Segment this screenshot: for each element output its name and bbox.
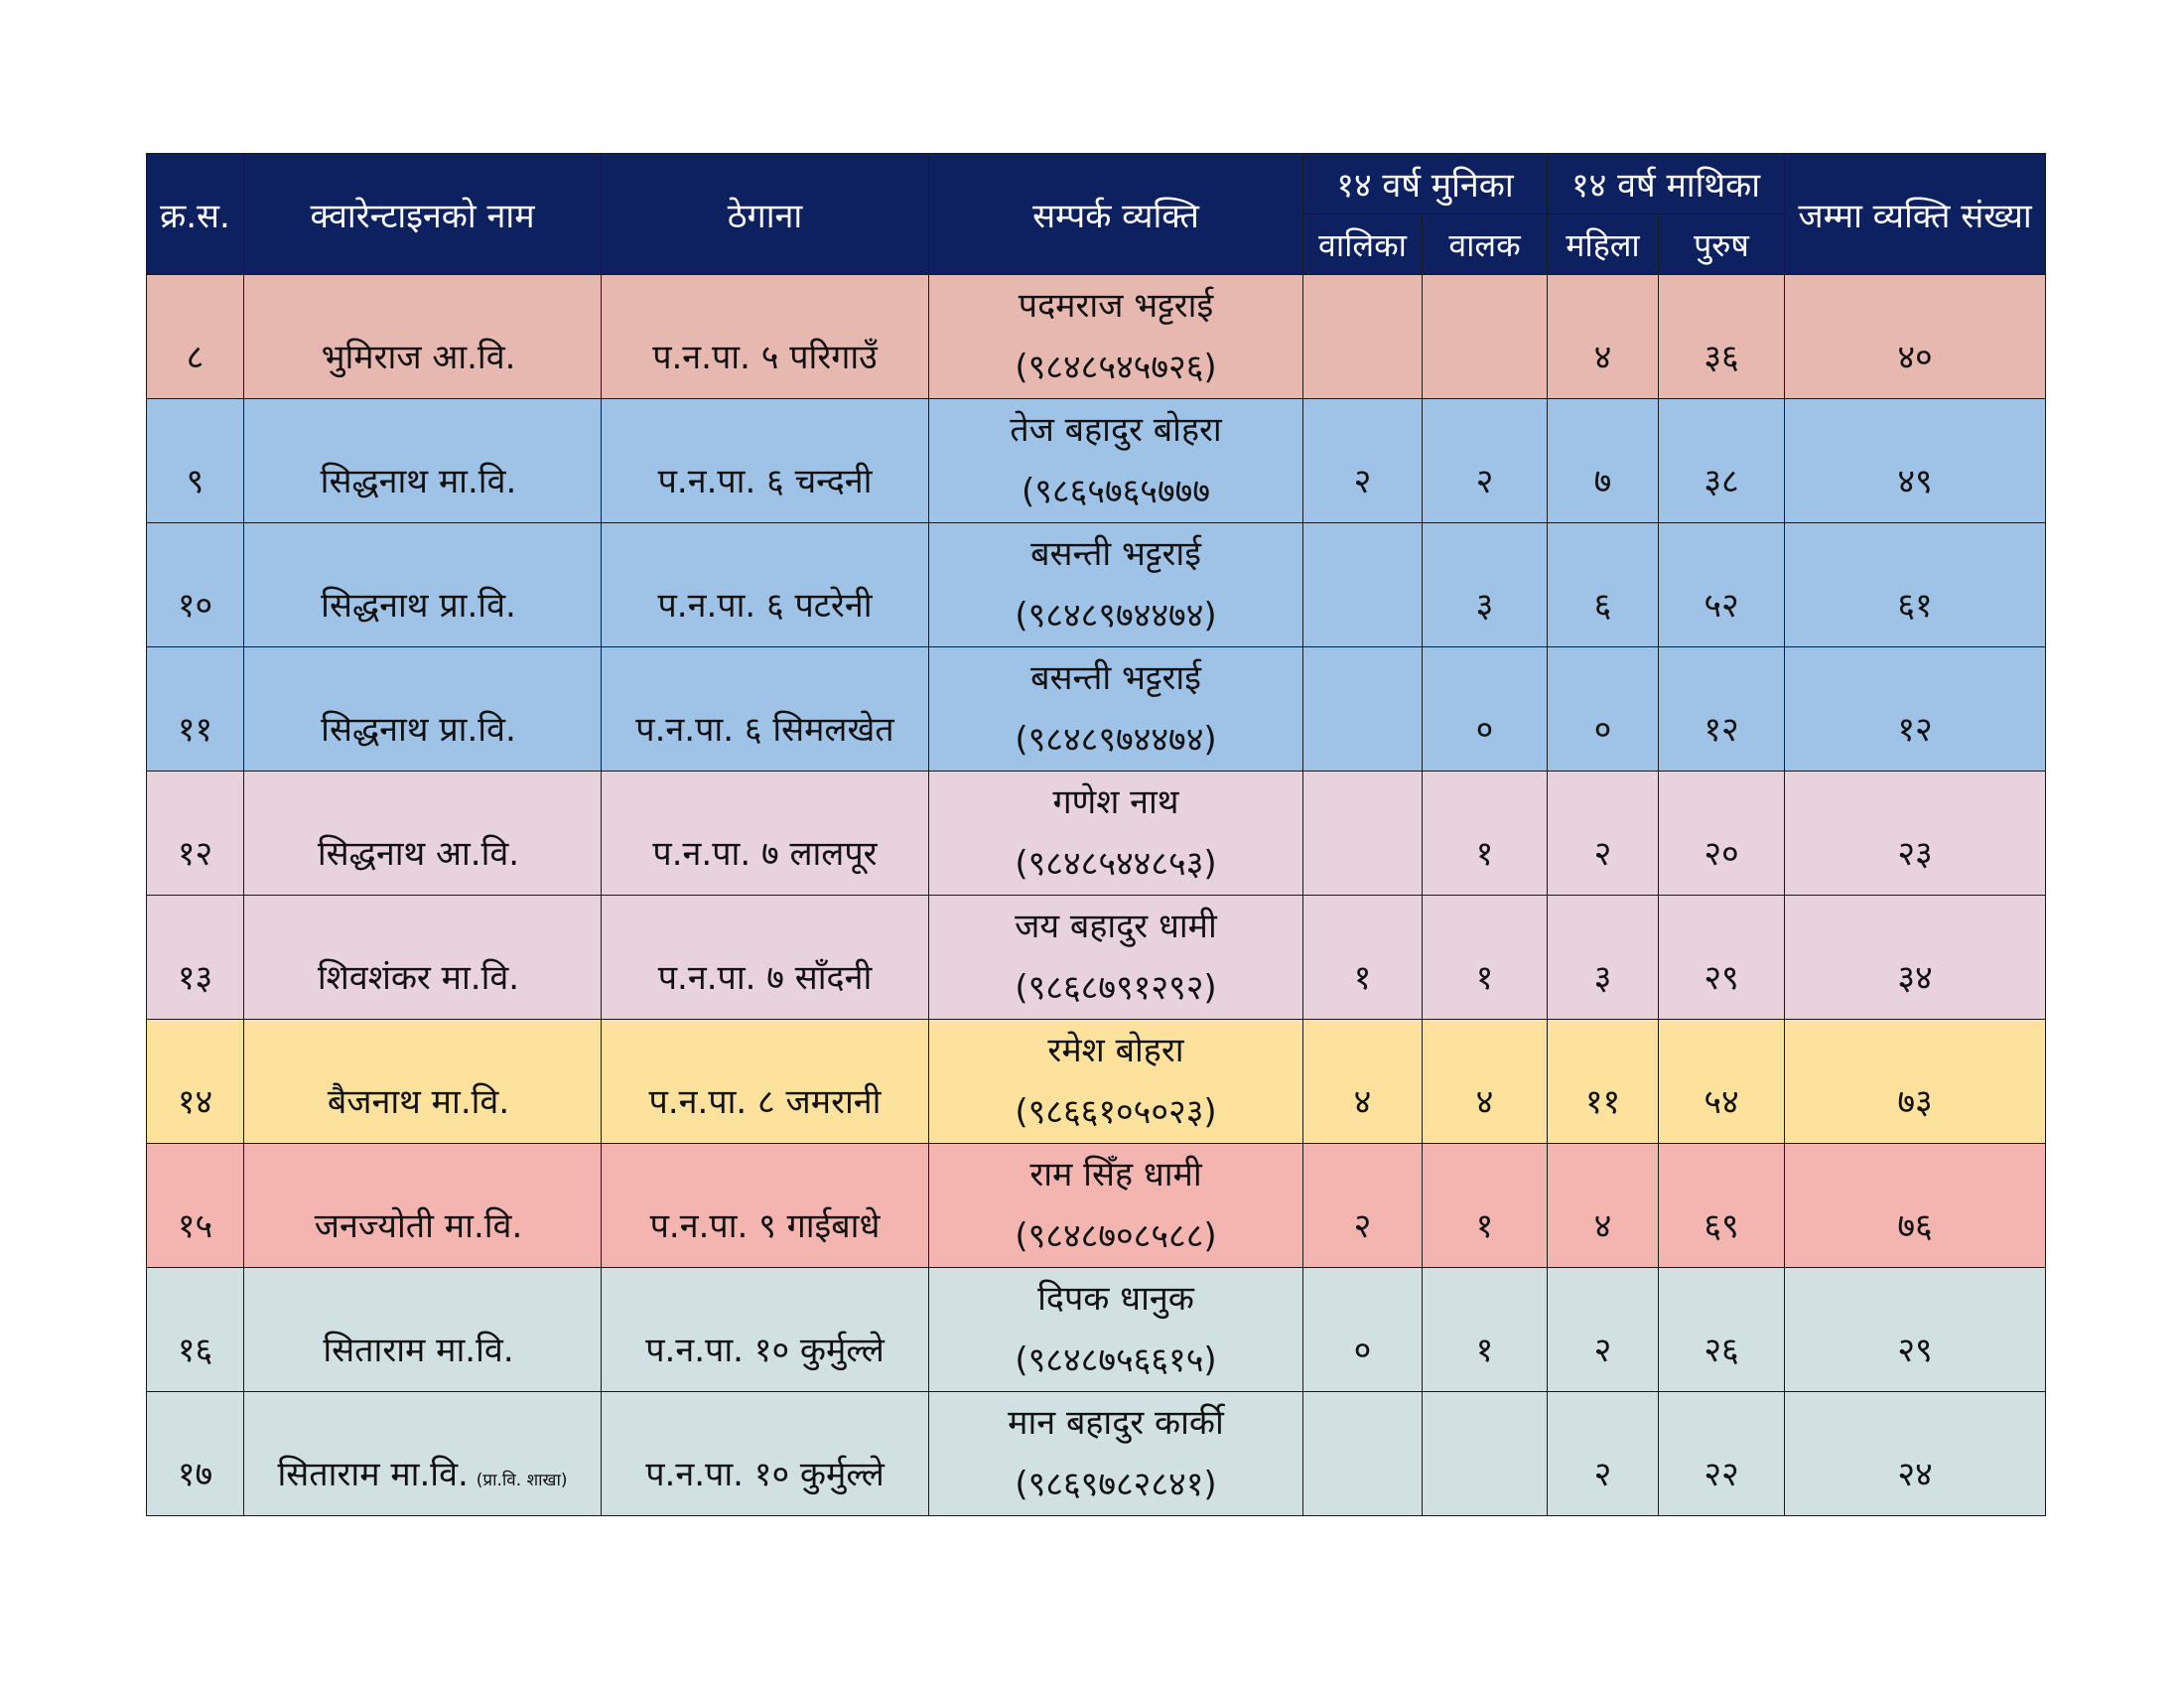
cell-contact-person bbox=[929, 1020, 1303, 1144]
cell-girls: २ bbox=[1303, 1144, 1423, 1268]
cell-women: ६ bbox=[1548, 523, 1659, 647]
cell-men: २२ bbox=[1659, 1392, 1785, 1516]
table-row bbox=[147, 1020, 2046, 1144]
header-under-14: १४ वर्ष मुनिका bbox=[1303, 154, 1548, 214]
contact-phone: (९८६८७९१२९२) bbox=[1015, 968, 1217, 1008]
table-row bbox=[147, 1144, 2046, 1268]
cell-quarantine-name bbox=[244, 275, 602, 399]
cell-address: प.न.पा. ६ चन्दनी bbox=[602, 399, 929, 523]
cell-quarantine-name bbox=[244, 523, 602, 647]
cell-girls: २ bbox=[1303, 399, 1423, 523]
quarantine-name-text: सिद्धनाथ प्रा.वि. bbox=[321, 586, 516, 626]
contact-phone: (९८४८७५६६१५) bbox=[1015, 1340, 1217, 1380]
cell-boys bbox=[1423, 1392, 1548, 1516]
cell-contact-person bbox=[929, 647, 1303, 772]
cell-address: प.न.पा. ७ लालपूर bbox=[602, 772, 929, 896]
cell-men: २० bbox=[1659, 772, 1785, 896]
table-row bbox=[147, 275, 2046, 399]
cell-boys: १ bbox=[1423, 1144, 1548, 1268]
contact-phone: (९८६६१०५०२३) bbox=[1015, 1092, 1217, 1132]
header-sn: क्र.स. bbox=[147, 154, 244, 275]
cell-address: प.न.पा. ७ साँदनी bbox=[602, 896, 929, 1020]
cell-address: प.न.पा. ६ पटरेनी bbox=[602, 523, 929, 647]
cell-address: प.न.पा. ६ सिमलखेत bbox=[602, 647, 929, 772]
cell-men: ६९ bbox=[1659, 1144, 1785, 1268]
cell-girls bbox=[1303, 1392, 1423, 1516]
contact-phone: (९८४८५४४८५३) bbox=[1015, 844, 1217, 884]
header-address: ठेगाना bbox=[602, 154, 929, 275]
table-row bbox=[147, 523, 2046, 647]
cell-total: २४ bbox=[1785, 1392, 2046, 1516]
contact-phone: (९८४८९७४४७४) bbox=[1015, 596, 1217, 635]
cell-boys: ४ bbox=[1423, 1020, 1548, 1144]
cell-girls bbox=[1303, 647, 1423, 772]
cell-quarantine-name bbox=[244, 896, 602, 1020]
cell-contact-person bbox=[929, 772, 1303, 896]
cell-girls bbox=[1303, 275, 1423, 399]
contact-phone: (९८६५७६५७७७ bbox=[1021, 472, 1211, 511]
table-row bbox=[147, 1392, 2046, 1516]
table-row bbox=[147, 1268, 2046, 1392]
contact-phone: (९८४८७०८५८८) bbox=[1015, 1216, 1217, 1256]
cell-women: २ bbox=[1548, 1268, 1659, 1392]
cell-total: ७६ bbox=[1785, 1144, 2046, 1268]
contact-name: गणेश नाथ bbox=[1052, 782, 1179, 822]
cell-total: १२ bbox=[1785, 647, 2046, 772]
cell-boys bbox=[1423, 275, 1548, 399]
cell-total: ३४ bbox=[1785, 896, 2046, 1020]
quarantine-name-text: सिताराम मा.वि. bbox=[277, 1455, 469, 1494]
cell-address: प.न.पा. ९ गाईबाधे bbox=[602, 1144, 929, 1268]
cell-contact-person bbox=[929, 275, 1303, 399]
table-row bbox=[147, 896, 2046, 1020]
cell-contact-person bbox=[929, 1268, 1303, 1392]
contact-name: राम सिँह धामी bbox=[1029, 1155, 1202, 1195]
cell-address: प.न.पा. ५ परिगाउँ bbox=[602, 275, 929, 399]
quarantine-name-text: बैजनाथ मा.वि. bbox=[327, 1082, 510, 1122]
header-over-14: १४ वर्ष माथिका bbox=[1548, 154, 1785, 214]
cell-women: ७ bbox=[1548, 399, 1659, 523]
cell-sn: १० bbox=[147, 523, 244, 647]
header-contact-person: सम्पर्क व्यक्ति bbox=[929, 154, 1303, 275]
cell-contact-person bbox=[929, 1392, 1303, 1516]
contact-phone: (९८६९७८२८४१) bbox=[1015, 1465, 1217, 1504]
quarantine-table-container bbox=[146, 153, 2045, 1516]
cell-contact-person bbox=[929, 399, 1303, 523]
cell-quarantine-name bbox=[244, 772, 602, 896]
header-women: महिला bbox=[1548, 214, 1659, 275]
cell-quarantine-name bbox=[244, 1144, 602, 1268]
cell-girls bbox=[1303, 523, 1423, 647]
cell-men: ३८ bbox=[1659, 399, 1785, 523]
contact-name: बसन्ती भट्टराई bbox=[1030, 534, 1201, 574]
cell-men: १२ bbox=[1659, 647, 1785, 772]
quarantine-name-text: जनज्योती मा.वि. bbox=[314, 1206, 523, 1246]
contact-phone: (९८४८५४५७२६) bbox=[1015, 348, 1217, 387]
cell-quarantine-name bbox=[244, 647, 602, 772]
table-row bbox=[147, 399, 2046, 523]
contact-name: बसन्ती भट्टराई bbox=[1030, 658, 1201, 698]
cell-boys: १ bbox=[1423, 896, 1548, 1020]
cell-sn: ८ bbox=[147, 275, 244, 399]
cell-men: ५२ bbox=[1659, 523, 1785, 647]
quarantine-name-text: सिताराम मा.वि. bbox=[323, 1331, 514, 1370]
table-row bbox=[147, 772, 2046, 896]
quarantine-name-text: शिवशंकर मा.वि. bbox=[317, 958, 520, 998]
cell-men: ३६ bbox=[1659, 275, 1785, 399]
cell-total: ६१ bbox=[1785, 523, 2046, 647]
cell-girls: ० bbox=[1303, 1268, 1423, 1392]
header-boys: वालक bbox=[1423, 214, 1548, 275]
quarantine-name-text: सिद्धनाथ प्रा.वि. bbox=[321, 710, 516, 750]
cell-quarantine-name bbox=[244, 399, 602, 523]
cell-address: प.न.पा. १० कुर्मुल्ले bbox=[602, 1392, 929, 1516]
cell-total: २९ bbox=[1785, 1268, 2046, 1392]
header-quarantine-name: क्वारेन्टाइनको नाम bbox=[244, 154, 602, 275]
cell-women: ४ bbox=[1548, 275, 1659, 399]
cell-sn: १३ bbox=[147, 896, 244, 1020]
contact-name: दिपक धानुक bbox=[1037, 1279, 1194, 1319]
cell-contact-person bbox=[929, 523, 1303, 647]
contact-name: पदमराज भट्टराई bbox=[1018, 286, 1214, 326]
contact-name: तेज बहादुर बोहरा bbox=[1010, 410, 1222, 450]
header-men: पुरुष bbox=[1659, 214, 1785, 275]
contact-phone: (९८४८९७४४७४) bbox=[1015, 720, 1217, 760]
cell-total: २३ bbox=[1785, 772, 2046, 896]
cell-boys: २ bbox=[1423, 399, 1548, 523]
cell-address: प.न.पा. १० कुर्मुल्ले bbox=[602, 1268, 929, 1392]
cell-quarantine-name bbox=[244, 1268, 602, 1392]
cell-sn: १५ bbox=[147, 1144, 244, 1268]
header-total: जम्मा व्यक्ति संख्या bbox=[1785, 154, 2046, 275]
cell-girls bbox=[1303, 772, 1423, 896]
cell-boys: ३ bbox=[1423, 523, 1548, 647]
cell-girls: ४ bbox=[1303, 1020, 1423, 1144]
cell-women: ० bbox=[1548, 647, 1659, 772]
cell-girls: १ bbox=[1303, 896, 1423, 1020]
cell-contact-person bbox=[929, 1144, 1303, 1268]
cell-women: ३ bbox=[1548, 896, 1659, 1020]
cell-boys: १ bbox=[1423, 772, 1548, 896]
cell-women: ४ bbox=[1548, 1144, 1659, 1268]
cell-address: प.न.पा. ८ जमरानी bbox=[602, 1020, 929, 1144]
contact-name: मान बहादुर कार्की bbox=[1008, 1403, 1224, 1443]
cell-women: २ bbox=[1548, 1392, 1659, 1516]
cell-total: ४० bbox=[1785, 275, 2046, 399]
cell-boys: ० bbox=[1423, 647, 1548, 772]
cell-sn: १६ bbox=[147, 1268, 244, 1392]
header-row-top bbox=[147, 154, 2046, 214]
cell-men: २६ bbox=[1659, 1268, 1785, 1392]
table-body bbox=[147, 275, 2046, 1516]
quarantine-table bbox=[146, 153, 2046, 1516]
cell-contact-person bbox=[929, 896, 1303, 1020]
cell-sn: १४ bbox=[147, 1020, 244, 1144]
cell-men: २९ bbox=[1659, 896, 1785, 1020]
cell-sn: १२ bbox=[147, 772, 244, 896]
cell-sn: ९ bbox=[147, 399, 244, 523]
cell-women: २ bbox=[1548, 772, 1659, 896]
table-row bbox=[147, 647, 2046, 772]
header-girls: वालिका bbox=[1303, 214, 1423, 275]
table-header bbox=[147, 154, 2046, 275]
quarantine-name-text: सिद्धनाथ मा.वि. bbox=[320, 462, 517, 501]
cell-boys: १ bbox=[1423, 1268, 1548, 1392]
branch-text: (प्रा.वि. शाखा) bbox=[476, 1471, 568, 1490]
quarantine-name-text: भुमिराज आ.वि. bbox=[321, 338, 516, 377]
cell-quarantine-name bbox=[244, 1392, 602, 1516]
contact-name: जय बहादुर धामी bbox=[1015, 907, 1217, 946]
cell-sn: ११ bbox=[147, 647, 244, 772]
cell-total: ४९ bbox=[1785, 399, 2046, 523]
cell-quarantine-name bbox=[244, 1020, 602, 1144]
contact-name: रमेश बोहरा bbox=[1047, 1031, 1184, 1070]
cell-total: ७३ bbox=[1785, 1020, 2046, 1144]
cell-men: ५४ bbox=[1659, 1020, 1785, 1144]
quarantine-name-text: सिद्धनाथ आ.वि. bbox=[317, 834, 520, 874]
cell-sn: १७ bbox=[147, 1392, 244, 1516]
cell-women: ११ bbox=[1548, 1020, 1659, 1144]
